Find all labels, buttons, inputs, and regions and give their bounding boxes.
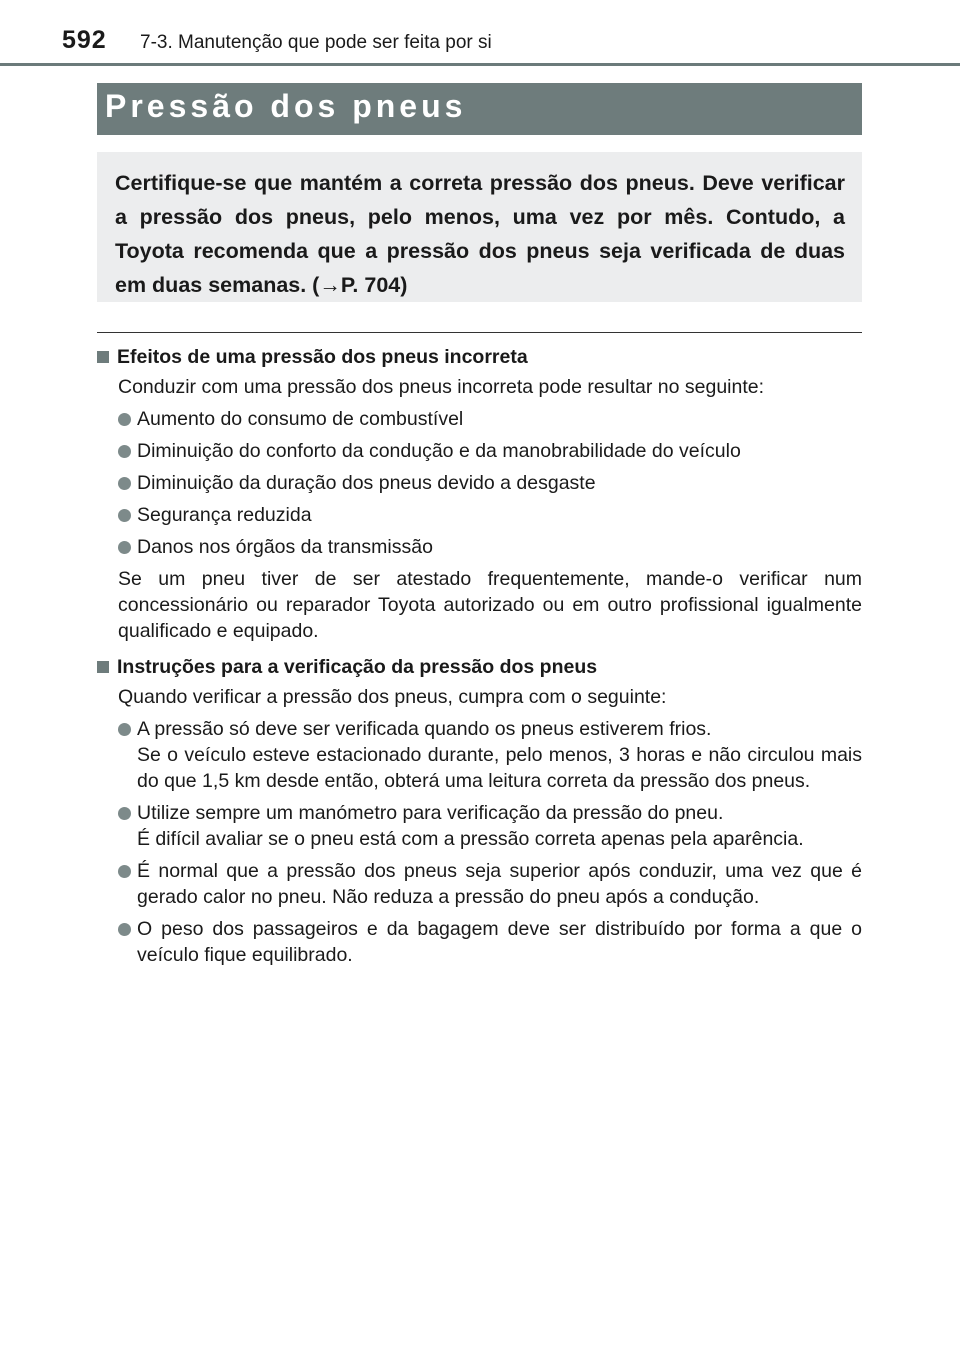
list-item — [118, 716, 862, 794]
list-item-sub: Se o veículo esteve estacionado durante, pelo menos, 3 horas e não circulou mais do que 1,5 km desde então, obterá uma leitura correta da pressão dos pneus. — [137, 744, 862, 792]
dot-bullet-icon — [118, 413, 131, 426]
list-item — [118, 470, 862, 496]
list-item-sub: É difícil avaliar se o pneu está com a pressão correta apenas pela aparência. — [137, 828, 804, 850]
dot-bullet-icon — [118, 723, 131, 736]
list-item — [118, 858, 862, 910]
square-bullet-icon — [97, 661, 109, 673]
section-lead: Quando verificar a pressão dos pneus, cumpra com o seguinte: — [118, 686, 667, 708]
list-item-text — [137, 716, 862, 794]
list-item — [118, 534, 862, 560]
dot-bullet-icon — [118, 923, 131, 936]
dot-bullet-icon — [118, 541, 131, 554]
page-number: 592 — [62, 26, 107, 54]
section-closing: Se um pneu tiver de ser atestado frequentemente, mande-o verificar num concessionário ou reparador Toyota autorizado ou em outro profissional igualmente qualificado e equipado. — [118, 568, 862, 642]
divider — [97, 332, 862, 333]
intro-text: Certifique-se que mantém a correta pressão dos pneus. Deve verificar a pressão dos pneus, pelo menos, uma vez por mês. Contudo, a Toyota recomenda que a pressão dos pneus seja verificada de duas em duas semanas. (→P. 704) — [115, 171, 845, 297]
section-heading-text: Instruções para a verificação da pressão dos pneus — [117, 656, 598, 678]
list-item-text: Diminuição do conforto da condução e da manobrabilidade do veículo — [137, 440, 741, 462]
page-title: Pressão dos pneus — [105, 88, 467, 124]
section-lead: Conduzir com uma pressão dos pneus incorreta pode resultar no seguinte: — [118, 376, 765, 398]
list-item-text — [137, 858, 862, 910]
list-item-main: A pressão só deve ser verificada quando os pneus estiverem frios. — [137, 718, 712, 740]
page-header — [62, 26, 922, 62]
dot-bullet-icon — [118, 509, 131, 522]
list-item-main: Utilize sempre um manómetro para verificação da pressão do pneu. — [137, 802, 724, 824]
list-item-text: Diminuição da duração dos pneus devido a desgaste — [137, 472, 596, 494]
section-heading — [97, 654, 862, 680]
list-item — [118, 438, 862, 464]
dot-bullet-icon — [118, 807, 131, 820]
list-item-text: Segurança reduzida — [137, 504, 312, 526]
list-item-text — [137, 916, 862, 968]
list-item — [118, 800, 862, 852]
section-heading — [97, 344, 862, 370]
list-item-text — [137, 800, 862, 852]
section-effects — [97, 344, 862, 644]
list-item — [118, 502, 862, 528]
list-item-main: O peso dos passageiros e da bagagem deve ser distribuído por forma a que o veículo fique equilibrado. — [137, 918, 862, 966]
chapter-title: 7-3. Manutenção que pode ser feita por si — [140, 32, 492, 53]
dot-bullet-icon — [118, 445, 131, 458]
header-rule — [0, 63, 960, 66]
square-bullet-icon — [97, 351, 109, 363]
content — [97, 344, 862, 974]
dot-bullet-icon — [118, 477, 131, 490]
list-item — [118, 406, 862, 432]
section-instructions — [97, 654, 862, 968]
list-item-text: Aumento do consumo de combustível — [137, 408, 464, 430]
intro-box — [97, 152, 862, 302]
list-item-text: Danos nos órgãos da transmissão — [137, 536, 433, 558]
dot-bullet-icon — [118, 865, 131, 878]
section-heading-text: Efeitos de uma pressão dos pneus incorreta — [117, 346, 528, 368]
list-item-main: É normal que a pressão dos pneus seja superior após conduzir, uma vez que é gerado calor no pneu. Não reduza a pressão do pneu após a condução. — [137, 860, 862, 908]
list-item — [118, 916, 862, 968]
section-title-bar — [97, 83, 862, 135]
